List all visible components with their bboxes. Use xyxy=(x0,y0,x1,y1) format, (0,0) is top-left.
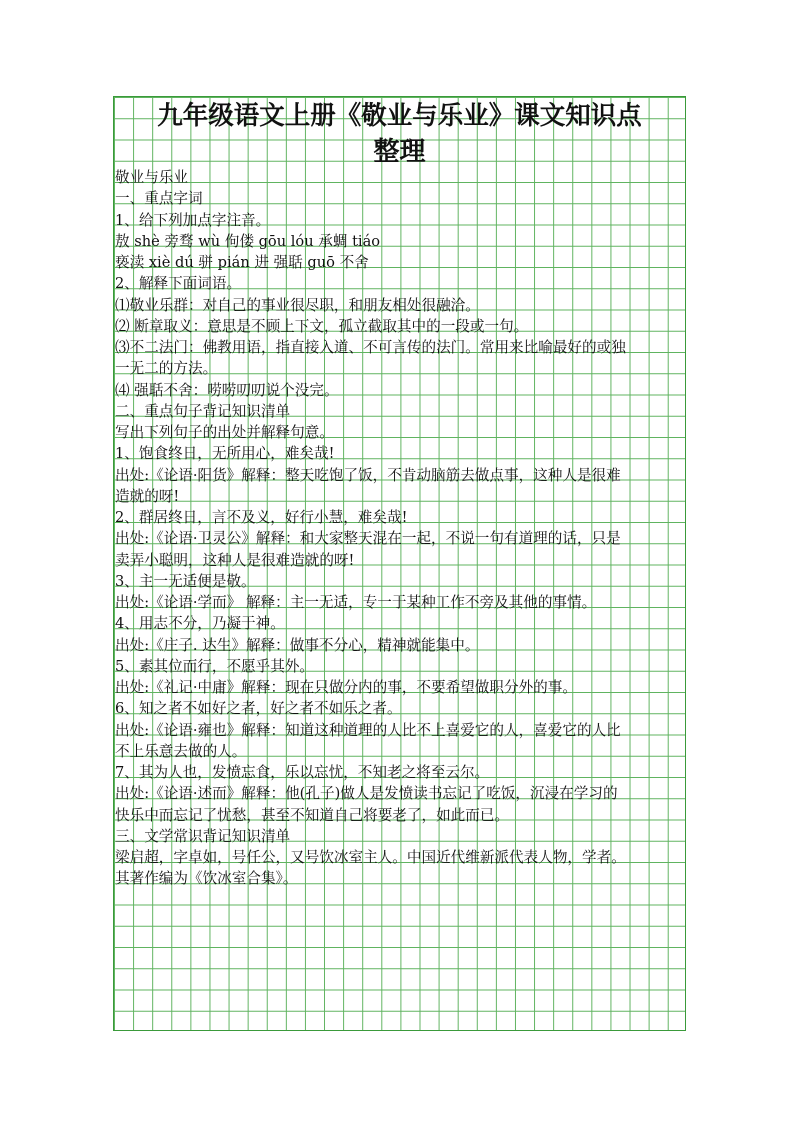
text-line: 出处:《庄子. 达生》解释：做事不分心，精神就能集中。 xyxy=(115,636,480,654)
text-line: 出处:《论语·述而》解释：他(孔子)做人是发愤读书忘记了吃饭，沉浸在学习的 xyxy=(115,785,618,803)
section-heading: 敬业与乐业 xyxy=(115,169,188,186)
page-title-line1: 九年级语文上册《敬业与乐业》课文知识点 xyxy=(157,101,642,131)
text-line: 梁启超，字卓如，号任公，又号饮冰室主人。中国近代维新派代表人物，学者。 xyxy=(115,849,626,866)
text-line: 6、知之者不如好之者，好之者不如乐之者。 xyxy=(115,700,402,718)
text-line: 2、解释下面词语。 xyxy=(115,275,242,293)
text-line: 3、主一无适便是敬。 xyxy=(115,572,256,590)
text-line: 敖 shè 旁骛 wù 佝偻 gōu lóu 承蜩 tiáo xyxy=(115,232,381,250)
text-line: 出处:《礼记·中庸》解释：现在只做分内的事，不要希望做职分外的事。 xyxy=(115,679,577,696)
page-title-line2: 整理 xyxy=(373,137,426,167)
text-line: 出处:《论语·雍也》解释：知道这种道理的人比不上喜爱它的人，喜爱它的人比 xyxy=(115,721,621,739)
document-body xyxy=(115,167,686,890)
text-line: 2、群居终日，言不及义，好行小慧，难矣哉! xyxy=(115,509,408,526)
text-line: ⑷ 强聒不舍：唠唠叨叨说个没完。 xyxy=(115,381,339,399)
subsection-heading: 三、文学常识背记知识清单 xyxy=(115,827,291,845)
text-line: 7、其为人也，发愤忘食，乐以忘忧，不知老之将至云尔。 xyxy=(115,764,490,781)
text-line: 5、素其位而行，不愿乎其外。 xyxy=(115,657,315,675)
text-line: 造就的呀! xyxy=(115,487,180,505)
subsection-heading: 二、重点句子背记知识清单 xyxy=(115,402,291,420)
text-line: 出处:《论语·学而》 解释：主一无适，专一于某种工作不旁及其他的事情。 xyxy=(115,594,597,611)
text-line: 1、饱食终日，无所用心，难矣哉! xyxy=(115,445,335,463)
text-line: 出处:《论语·卫灵公》解释：和大家整天混在一起，不说一句有道理的话，只是 xyxy=(115,530,621,548)
text-line: 卖弄小聪明，这种人是很难造就的呀! xyxy=(115,551,355,569)
subsection-heading: 一、重点字词 xyxy=(115,190,203,208)
text-line: ⑴敬业乐群：对自己的事业很尽职，和朋友相处很融洽。 xyxy=(115,296,480,314)
text-line: 其著作编为《饮冰室合集》。 xyxy=(115,870,298,888)
text-line: 快乐中而忘记了忧愁，甚至不知道自己将要老了，如此而已。 xyxy=(115,806,510,824)
text-line: 4、用志不分，乃凝于神。 xyxy=(115,615,285,633)
text-line: 1、给下列加点字注音。 xyxy=(115,211,271,229)
text-line: ⑶不二法门：佛教用语，指直接入道、不可言传的法门。常用来比喻最好的或独 xyxy=(115,339,626,356)
text-line: 一无二的方法。 xyxy=(115,360,218,378)
text-line: 出处:《论语·阳货》解释：整天吃饱了饭，不肯动脑筋去做点事，这种人是很难 xyxy=(115,466,621,484)
text-line: 写出下列句子的出处并解释句意。 xyxy=(115,424,334,441)
text-line: 亵渎 xiè dú 骈 pián 进 强聒 guō 不舍 xyxy=(115,254,369,271)
text-line: ⑵ 断章取义：意思是不顾上下文，孤立截取其中的一段或一句。 xyxy=(115,317,529,335)
text-line: 不上乐意去做的人。 xyxy=(115,742,247,760)
